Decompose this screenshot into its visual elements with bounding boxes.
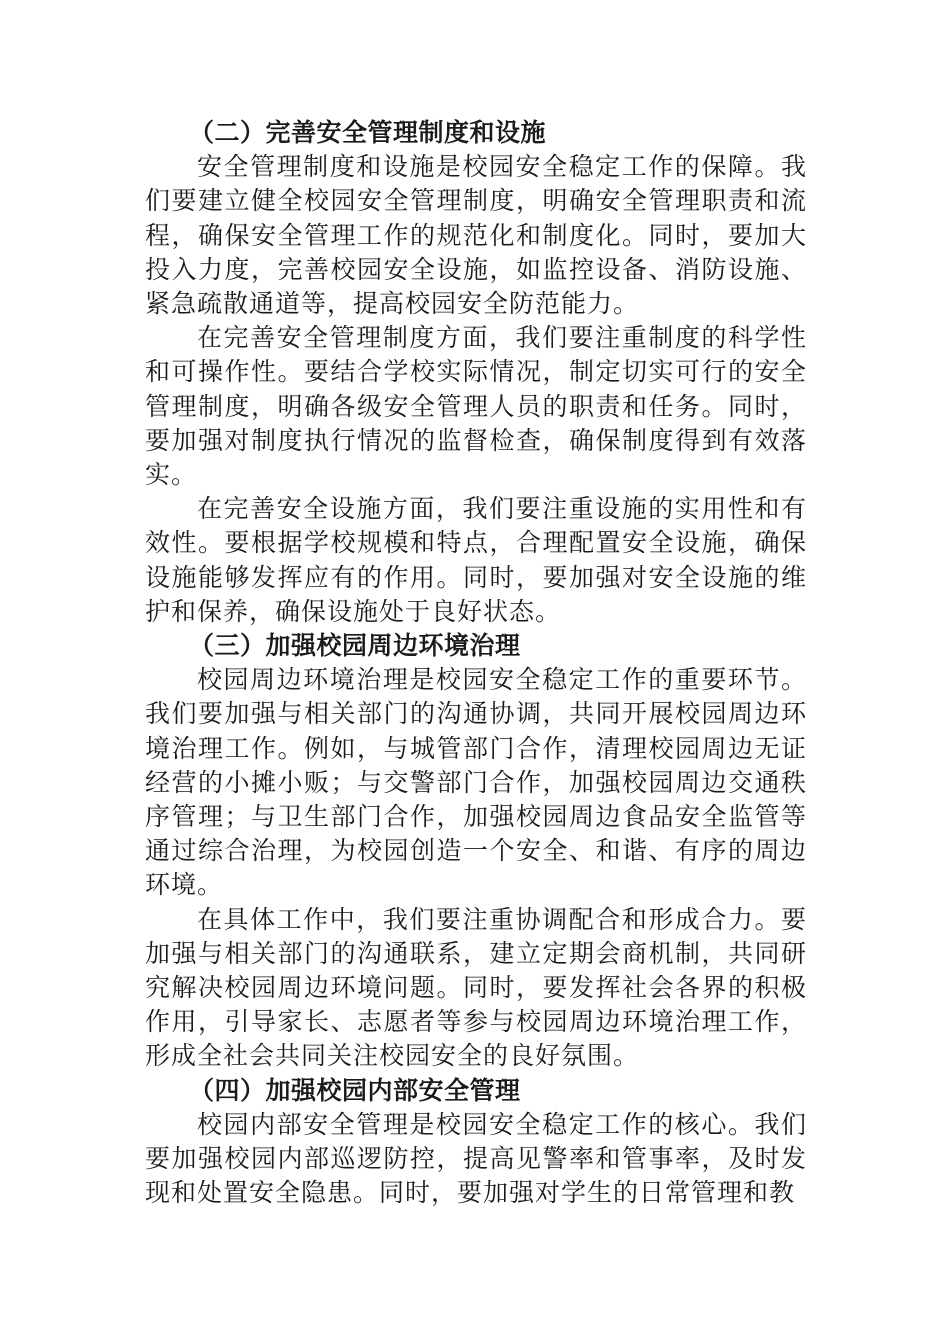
paragraph: 校园内部安全管理是校园安全稳定工作的核心。我们要加强校园内部巡逻防控，提高见警率和管事率，及时发现和处置安全隐患。同时，要加强对学生的日常管理和教 (145, 1109, 807, 1208)
paragraph: 在完善安全管理制度方面，我们要注重制度的科学性和可操作性。要结合学校实际情况，制定切实可行的安全管理制度，明确各级安全管理人员的职责和任务。同时，要加强对制度执行情况的监督检查，确保制度得到有效落实。 (145, 323, 807, 490)
section-heading: （三）加强校园周边环境治理 (189, 631, 521, 661)
paragraph: 安全管理制度和设施是校园安全稳定工作的保障。我们要建立健全校园安全管理制度，明确安全管理职责和流程，确保安全管理工作的规范化和制度化。同时，要加大投入力度，完善校园安全设施，如监控设备、消防设施、紧急疏散通道等，提高校园安全防范能力。 (145, 152, 807, 319)
section-heading: （二）完善安全管理制度和设施 (189, 118, 547, 147)
paragraph: 在完善安全设施方面，我们要注重设施的实用性和有效性。要根据学校规模和特点，合理配置安全设施，确保设施能够发挥应有的作用。同时，要加强对安全设施的维护和保养，确保设施处于良好状态。 (145, 494, 807, 626)
paragraph: 校园周边环境治理是校园安全稳定工作的重要环节。我们要加强与相关部门的沟通协调，共同开展校园周边环境治理工作。例如，与城管部门合作，清理校园周边无证经营的小摊小贩；与交警部门合作，加强校园周边交通秩序管理；与卫生部门合作，加强校园周边食品安全监管等通过综合治理，为校园创造一个安全、和谐、有序的周边环境。 (145, 665, 807, 900)
section-2 (145, 116, 807, 629)
document-page (145, 116, 807, 1211)
section-4 (145, 1074, 807, 1211)
section-3 (145, 629, 807, 1074)
paragraph: 在具体工作中，我们要注重协调配合和形成合力。要加强与相关部门的沟通联系，建立定期会商机制，共同研究解决校园周边环境问题。同时，要发挥社会各界的积极作用，引导家长、志愿者等参与校园周边环境治理工作，形成全社会共同关注校园安全的良好氛围。 (145, 904, 807, 1071)
section-heading: （四）加强校园内部安全管理 (189, 1075, 521, 1105)
